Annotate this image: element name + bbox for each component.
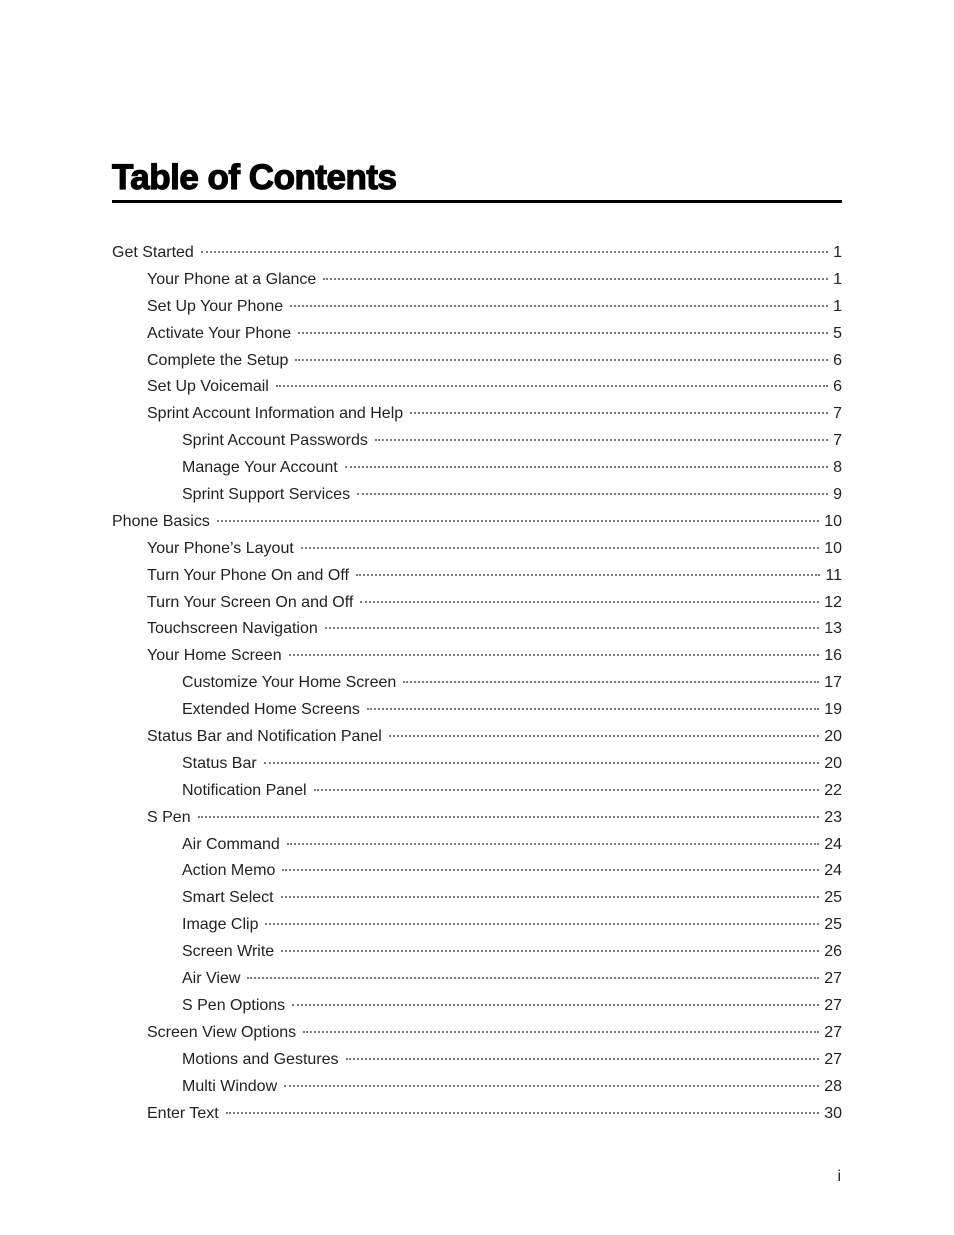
toc-entry-label: Air Command [182,835,280,853]
toc-entry-page-number: 19 [824,701,842,719]
toc-entry-label: Get Started [112,244,194,261]
toc-entry-page-number: 22 [824,781,842,799]
toc-entry-label: S Pen Options [182,996,286,1014]
toc-entry-label: Customize Your Home Screen [182,674,397,692]
toc-entry[interactable] [112,1101,842,1128]
toc-entry[interactable] [112,993,842,1020]
toc-dot-leader [289,654,820,656]
toc-entry[interactable] [112,401,842,428]
toc-dot-leader [247,977,819,979]
toc-entry-page-number: 6 [833,351,842,369]
toc-dot-leader [325,627,819,629]
toc-dot-leader [346,1058,820,1060]
toc-entry-page-number: 27 [824,1050,842,1068]
toc-dot-leader [303,1031,819,1033]
toc-entry[interactable] [112,724,842,751]
toc-entry[interactable] [112,294,842,321]
toc-entry-label: Your Phone at a Glance [147,270,317,288]
toc-entry-page-number: 7 [833,405,842,423]
toc-dot-leader [360,601,819,603]
page-title: Table of Contents [112,158,397,197]
toc-entry-label: Phone Basics [112,512,210,530]
toc-entry-label: Motions and Gestures [182,1050,339,1068]
toc-entry[interactable] [112,697,842,724]
toc-entry-label: Your Home Screen [147,647,282,665]
toc-dot-leader [356,574,820,576]
toc-entry-page-number: 6 [833,378,842,396]
toc-entry-page-number: 20 [824,754,842,772]
page-footer-number: i [837,1168,841,1185]
toc-dot-leader [217,520,819,522]
toc-entry-label: Enter Text [147,1104,219,1122]
toc-entry-label: Image Clip [182,916,259,934]
toc-dot-leader [281,896,820,898]
toc-dot-leader [287,843,819,845]
toc-dot-leader [226,1112,819,1114]
toc-entry[interactable] [112,563,842,590]
toc-dot-leader [292,1004,819,1006]
toc-entry[interactable] [112,374,842,401]
toc-dot-leader [264,762,820,764]
toc-entry[interactable] [112,482,842,509]
toc-entry-page-number: 16 [824,647,842,665]
toc-entry-label: Set Up Your Phone [147,297,284,315]
toc-entry[interactable] [112,321,842,348]
toc-entry-label: Sprint Account Information and Help [147,405,404,423]
toc-entry[interactable] [112,805,842,832]
toc-entry-label: S Pen [147,808,191,826]
toc-entry[interactable] [112,1020,842,1047]
toc-entry[interactable] [112,348,842,375]
toc-entry[interactable] [112,536,842,563]
toc-entry-label: Status Bar and Notification Panel [147,728,382,746]
toc-dot-leader [265,923,819,925]
toc-entry-page-number: 1 [833,244,842,261]
toc-entry-page-number: 27 [824,970,842,988]
toc-entry-label: Smart Select [182,889,274,907]
toc-dot-leader [201,251,828,253]
toc-entry[interactable] [112,885,842,912]
table-of-contents [112,240,842,1127]
toc-dot-leader [357,493,828,495]
toc-entry-label: Turn Your Screen On and Off [147,593,354,611]
toc-entry-page-number: 26 [824,943,842,961]
title-divider [112,200,842,203]
toc-dot-leader [284,1085,819,1087]
toc-dot-leader [403,681,819,683]
toc-entry-label: Complete the Setup [147,351,289,369]
toc-entry[interactable] [112,455,842,482]
toc-entry-page-number: 25 [824,889,842,907]
toc-entry[interactable] [112,858,842,885]
toc-entry-label: Touchscreen Navigation [147,620,318,638]
toc-entry-page-number: 28 [824,1077,842,1095]
toc-entry-page-number: 20 [824,728,842,746]
toc-entry-page-number: 11 [825,566,842,584]
toc-entry-page-number: 12 [824,593,842,611]
toc-entry[interactable] [112,590,842,617]
toc-entry-label: Air View [182,970,241,988]
toc-entry[interactable] [112,778,842,805]
toc-dot-leader [295,359,828,361]
toc-entry-page-number: 24 [824,862,842,880]
toc-entry-label: Screen View Options [147,1023,297,1041]
toc-entry-page-number: 7 [833,432,842,450]
toc-dot-leader [375,439,828,441]
toc-dot-leader [276,385,828,387]
toc-entry[interactable] [112,751,842,778]
toc-entry-page-number: 25 [824,916,842,934]
toc-entry[interactable] [112,643,842,670]
toc-entry-page-number: 9 [833,486,842,504]
toc-entry-label: Extended Home Screens [182,701,360,719]
toc-dot-leader [282,869,819,871]
toc-entry-label: Screen Write [182,943,275,961]
toc-entry-label: Set Up Voicemail [147,378,269,396]
toc-entry-page-number: 5 [833,324,842,342]
toc-entry-label: Manage Your Account [182,459,338,477]
toc-entry-label: Status Bar [182,754,257,772]
toc-entry-page-number: 27 [824,1023,842,1041]
toc-entry-page-number: 27 [824,996,842,1014]
toc-entry[interactable] [112,240,842,267]
toc-entry-page-number: 1 [833,297,842,315]
toc-entry-label: Action Memo [182,862,276,880]
toc-dot-leader [301,547,819,549]
toc-dot-leader [198,816,820,818]
toc-dot-leader [314,789,820,791]
toc-entry[interactable] [112,428,842,455]
toc-dot-leader [281,950,819,952]
toc-entry-page-number: 30 [824,1104,842,1122]
toc-entry-page-number: 13 [824,620,842,638]
toc-entry[interactable] [112,509,842,536]
toc-entry[interactable] [112,1047,842,1074]
toc-dot-leader [290,305,828,307]
toc-dot-leader [367,708,819,710]
toc-dot-leader [389,735,819,737]
toc-entry[interactable] [112,912,842,939]
toc-entry-page-number: 23 [824,808,842,826]
toc-entry-label: Sprint Account Passwords [182,432,368,450]
toc-entry[interactable] [112,1074,842,1101]
toc-entry-page-number: 10 [824,539,842,557]
toc-entry-page-number: 24 [824,835,842,853]
toc-entry-label: Sprint Support Services [182,486,351,504]
toc-dot-leader [298,332,828,334]
toc-dot-leader [345,466,828,468]
toc-entry[interactable] [112,670,842,697]
toc-entry-page-number: 1 [833,270,842,288]
toc-dot-leader [323,278,828,280]
toc-entry-label: Activate Your Phone [147,324,292,342]
toc-entry[interactable] [112,616,842,643]
toc-entry-label: Your Phone’s Layout [147,539,294,557]
toc-entry-label: Multi Window [182,1077,278,1095]
toc-entry-page-number: 17 [824,674,842,692]
toc-entry-label: Notification Panel [182,781,307,799]
toc-entry-page-number: 8 [833,459,842,477]
toc-entry[interactable] [112,832,842,859]
toc-entry[interactable] [112,966,842,993]
toc-entry[interactable] [112,267,842,294]
toc-entry-page-number: 10 [824,512,842,530]
toc-entry-label: Turn Your Phone On and Off [147,566,349,584]
toc-entry[interactable] [112,939,842,966]
toc-dot-leader [410,412,828,414]
